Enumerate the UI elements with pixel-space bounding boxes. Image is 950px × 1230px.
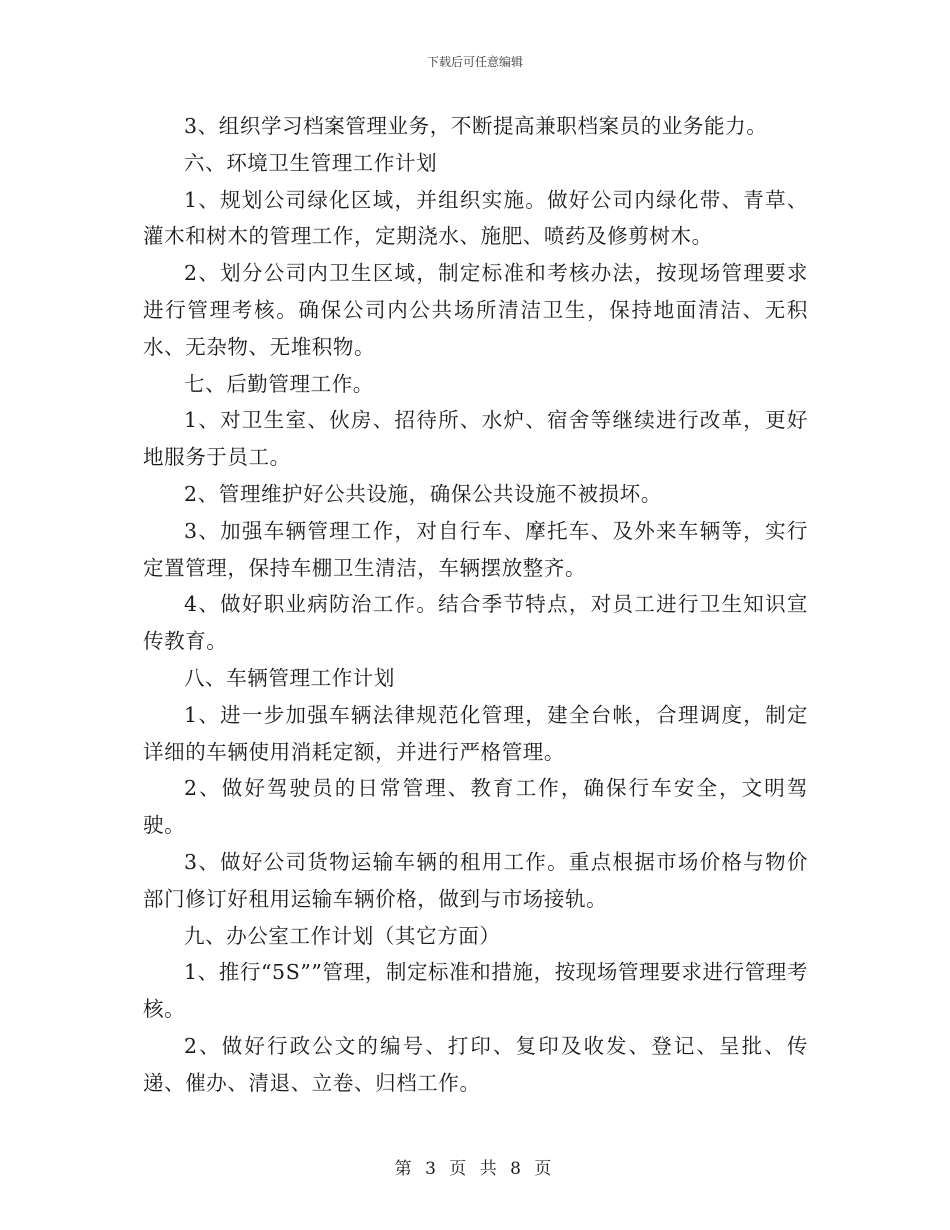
paragraph: 2、管理维护好公共设施，确保公共设施不被损坏。 — [184, 481, 662, 506]
document-body — [143, 108, 808, 1102]
page-header: 下载后可任意编辑 — [426, 55, 523, 69]
paragraph: 1、推行“5S””管理，制定标准和措施，按现场管理要求进行管理考核。 — [143, 960, 808, 1022]
section-heading: 八、车辆管理工作计划 — [184, 665, 395, 690]
paragraph: 2、做好行政公文的编号、打印、复印及收发、登记、呈批、传递、催办、清退、立卷、归档工作。 — [143, 1033, 808, 1095]
paragraph: 3、做好公司货物运输车辆的租用工作。重点根据市场价格与物价部门修订好租用运输车辆价格，做到与市场接轨。 — [143, 849, 808, 911]
page-footer: 第 3 页 共 8 页 — [394, 1159, 556, 1179]
paragraph: 3、组织学习档案管理业务，不断提高兼职档案员的业务能力。 — [184, 114, 768, 138]
section-heading: 七、后勤管理工作。 — [184, 371, 374, 396]
paragraph: 2、划分公司内卫生区域，制定标准和考核办法，按现场管理要求进行管理考核。确保公司内公共场所清洁卫生，保持地面清洁、无积水、无杂物、无堆积物。 — [143, 261, 808, 359]
paragraph: 1、规划公司绿化区域，并组织实施。做好公司内绿化带、青草、灌木和树木的管理工作，定期浇水、施肥、喷药及修剪树木。 — [143, 187, 808, 249]
section-heading: 六、环境卫生管理工作计划 — [184, 150, 438, 175]
paragraph: 4、做好职业病防治工作。结合季节特点，对员工进行卫生知识宣传教育。 — [143, 592, 808, 654]
paragraph: 1、对卫生室、伙房、招待所、水炉、宿舍等继续进行改革，更好地服务于员工。 — [143, 408, 808, 470]
paragraph: 2、做好驾驶员的日常管理、教育工作，确保行车安全，文明驾驶。 — [143, 776, 808, 838]
section-heading: 九、办公室工作计划（其它方面） — [184, 923, 501, 948]
paragraph: 1、进一步加强车辆法律规范化管理，建全台帐，合理调度，制定详细的车辆使用消耗定额，并进行严格管理。 — [143, 702, 808, 764]
paragraph: 3、加强车辆管理工作，对自行车、摩托车、及外来车辆等，实行定置管理，保持车棚卫生清洁，车辆摆放整齐。 — [143, 518, 808, 580]
